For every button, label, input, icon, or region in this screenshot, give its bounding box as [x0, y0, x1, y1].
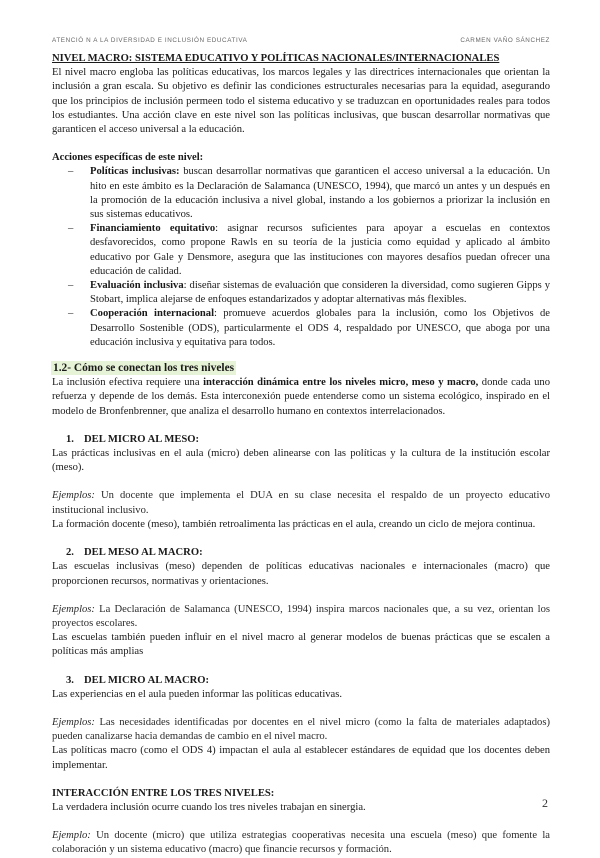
heading-text: DEL MICRO AL MACRO: — [84, 674, 210, 686]
macro-actions-title: Acciones específicas de este nivel: — [52, 152, 204, 164]
micro-meso-text: Las prácticas inclusivas en el aula (micro) deben alinearse con las políticas y la cultura de la institución escolar (meso). — [52, 448, 550, 474]
connect-intro-emphasis: interacción dinámica entre los niveles micro, meso y macro, — [203, 377, 479, 389]
list-item — [52, 307, 550, 350]
running-header — [52, 34, 550, 48]
heading-number: 3. — [66, 674, 74, 686]
list-item — [52, 222, 550, 279]
list-item — [52, 165, 550, 222]
meso-macro-extra: Las escuelas también pueden influir en el nivel macro al generar modelos de buenas prácticas que se escalen a políticas más amplias — [52, 632, 550, 658]
meso-macro-heading — [52, 546, 550, 560]
example-label: Ejemplos: — [52, 490, 95, 502]
example-label: Ejemplos: — [52, 603, 95, 615]
heading-number: 1. — [66, 433, 74, 445]
list-item-text: buscan desarrollar normativas que garanticen el acceso universal a la educación. Un hito en este ámbito es la Declaración de Salamanca (UNESCO, 1994), que marcó un antes y un después en la promoción de la educación inclusiva a nivel global, instando a los gobiernos a priorizar la inclusión en sus sistemas educativos. — [90, 166, 551, 221]
list-item-text: : promueve acuerdos globales para la inclusión, como los Objetivos de Desarrollo Sostenible (ODS), particularmente el ODS 4, respaldado por UNESCO, que aboga por una educación inclusiva y equitativa para todos. — [90, 308, 550, 348]
list-item-term: Políticas inclusivas: — [90, 166, 180, 178]
list-item — [52, 279, 550, 307]
connect-intro-end: donde cada uno refuerza y depende de los demás. Esta interconexión puede entenderse como un sistema ecológico, inspirado en el modelo de Bronfenbrenner, que analiza el desarrollo humano en contextos interrelacionados. — [52, 377, 550, 417]
micro-meso-example — [52, 489, 550, 517]
micro-macro-text: Las experiencias en el aula pueden informar las políticas educativas. — [52, 688, 343, 700]
connect-intro-start: La inclusión efectiva requiere una — [52, 377, 204, 389]
macro-intro-paragraph: El nivel macro engloba las políticas educativas, los marcos legales y las directrices internacionales que orientan la inclusión a gran escala. Su objetivo es definir las condiciones estructurales necesarias para la equidad, asegurando que los principios de inclusión permeen todo el sistema educativo y se traduzcan en oportunidades reales para todos los estudiantes. Una acción clave en este nivel son las políticas inclusivas, que buscan desarrollar normativas que garanticen el acceso universal a la educación. — [52, 67, 550, 136]
list-item-text: : asignar recursos suficientes para apoyar a escuelas en contextos desfavorecidos, como propone Rawls en su teoría de la justicia como equidad y aplicado al ámbito educativo por Gale y Densmore, asegura que las instituciones con mayores desafíos puedan ofrecer una educación de calidad. — [90, 223, 550, 277]
dash-bullet: – — [68, 166, 74, 178]
example-text: Un docente que implementa el DUA en su clase necesita el respaldo de un proyecto educativo institucional inclusivo. — [52, 490, 550, 516]
macro-section-title: NIVEL MACRO: SISTEMA EDUCATIVO Y POLÍTICAS NACIONALES/INTERNACIONALES — [52, 53, 500, 64]
heading-text: DEL MESO AL MACRO: — [84, 547, 203, 559]
example-text: Las necesidades identificadas por docentes en el nivel micro (como la falta de materiales adaptados) pueden canalizarse hacia demandas de cambio en el nivel macro. — [52, 716, 550, 743]
heading-text: DEL MICRO AL MESO: — [84, 433, 200, 445]
micro-meso-extra: La formación docente (meso), también retroalimenta las prácticas en el aula, creando un ciclo de mejora continua. — [52, 518, 536, 530]
example-text: La Declaración de Salamanca (UNESCO, 1994) inspira marcos nacionales que, a su vez, orientan los proyectos escolares. — [52, 603, 550, 629]
page-content — [52, 52, 550, 858]
interaction-heading: INTERACCIÓN ENTRE LOS TRES NIVELES: — [52, 787, 275, 799]
example-label: Ejemplos: — [52, 716, 95, 728]
heading-number: 2. — [66, 547, 74, 559]
micro-macro-heading — [52, 674, 550, 688]
list-item-term: Financiamiento equitativo — [90, 223, 216, 235]
meso-macro-text: Las escuelas inclusivas (meso) dependen de políticas educativas nacionales e internacionales (macro) que proporcionen recursos, normativas y orientaciones. — [52, 561, 550, 587]
header-subject: ATENCIÓ N A LA DIVERSIDAD E INCLUSIÓN EDUCATIVA — [52, 37, 248, 44]
example-text: Un docente (micro) que utiliza estrategias cooperativas necesita una escuela (meso) que fomente la colaboración y un sistema educativo (macro) que financie recursos y formación. — [52, 830, 550, 856]
micro-meso-heading — [52, 433, 550, 447]
micro-macro-example — [52, 716, 550, 744]
meso-macro-example — [52, 603, 550, 631]
example-label: Ejemplo: — [52, 830, 91, 842]
dash-bullet: – — [68, 280, 74, 292]
header-author: CARMEN VAÑO SÁNCHEZ — [460, 37, 550, 44]
connect-section-heading: 1.2- Cómo se conectan los tres niveles — [53, 362, 235, 375]
page-number: 2 — [542, 796, 548, 810]
list-item-term: Cooperación internacional — [90, 308, 215, 320]
interaction-text: La verdadera inclusión ocurre cuando los tres niveles trabajan en sinergia. — [52, 801, 366, 813]
dash-bullet: – — [68, 223, 74, 235]
micro-macro-extra: Las políticas macro (como el ODS 4) impactan el aula al establecer estándares de equidad que los docentes deben implementar. — [52, 745, 550, 771]
interaction-example — [52, 829, 550, 857]
list-item-text: : diseñar sistemas de evaluación que consideren la diversidad, como sugieren Gipps y Stobart, implica alejarse de enfoques estandarizados y adoptar alternativas más flexibles. — [90, 280, 551, 306]
list-item-term: Evaluación inclusiva — [90, 280, 184, 292]
dash-bullet: – — [68, 308, 74, 320]
connect-intro-paragraph — [52, 376, 550, 419]
macro-actions-list — [52, 165, 550, 350]
